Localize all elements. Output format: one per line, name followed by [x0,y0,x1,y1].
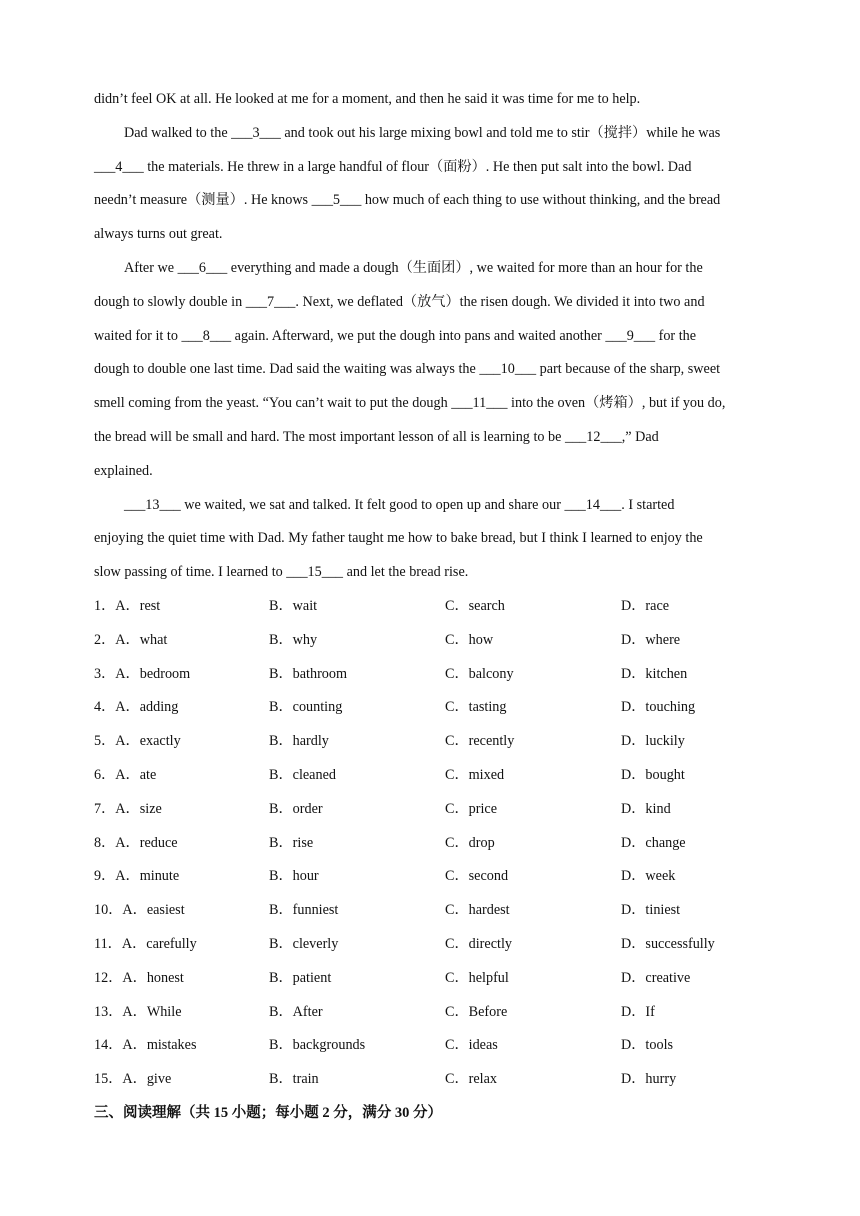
option-b[interactable]: B．rise [269,834,314,851]
question-number-and-option-a[interactable] [94,690,178,724]
option-a[interactable]: A．adding [115,699,179,716]
option-a[interactable]: A．easiest [122,902,185,919]
question-number: 13． [94,1003,123,1020]
question-row [94,758,784,792]
question-number: 11． [94,936,122,952]
question-row [94,859,784,893]
option-a[interactable]: A．ate [115,767,157,783]
question-number-and-option-a[interactable] [94,623,167,657]
option-a[interactable]: A．While [122,1003,182,1020]
passage-line: ___13___ we waited, we sat and talked. It felt good to open up and share our ___14___. I started [124,496,675,513]
question-number: 8． [94,834,116,851]
question-number-and-option-a[interactable] [94,995,182,1029]
option-b[interactable]: B．why [269,631,318,648]
question-row [94,657,784,691]
section-heading-reading: 三、阅读理解（共 15 小题；每小题 2 分，满分 30 分） [94,1105,442,1121]
option-c[interactable]: C．search [445,598,505,614]
question-number-and-option-a[interactable] [94,826,178,860]
question-number: 15． [94,1071,123,1088]
option-c[interactable]: C．Before [445,1003,508,1020]
question-row [94,623,784,657]
question-number-and-option-a[interactable] [94,724,181,758]
option-d[interactable]: D．If [621,1003,655,1020]
question-row [94,893,784,927]
option-d[interactable]: D．tools [621,1037,674,1054]
question-number: 7． [94,800,116,817]
option-b[interactable]: B．backgrounds [269,1037,366,1054]
option-a[interactable]: A．give [122,1071,172,1088]
question-number: 5． [94,733,116,750]
option-b[interactable]: B．hour [269,868,319,885]
option-c[interactable]: C．price [445,800,498,817]
option-d[interactable]: D．where [621,631,681,648]
passage-line: dough to double one last time. Dad said the waiting was always the ___10___ part because of the sharp, sweet [94,361,721,378]
option-b[interactable]: B．train [269,1071,319,1088]
question-number-and-option-a[interactable] [94,589,160,623]
option-c[interactable]: C．hardest [445,902,510,919]
passage-line: ___4___ the materials. He threw in a large handful of flour（面粉）. He then put salt into the bowl. Dad [94,158,692,175]
question-number-and-option-a[interactable] [94,1062,171,1096]
passage-line: dough to slowly double in ___7___. Next, we deflated（放气）the risen dough. We divided it into two and [94,293,705,310]
option-b[interactable]: B．bathroom [269,665,348,682]
option-c[interactable]: C．tasting [445,699,507,716]
option-c[interactable]: C．relax [445,1071,498,1088]
question-number-and-option-a[interactable] [94,961,184,995]
question-number: 3． [94,665,116,682]
option-b[interactable]: B．hardly [269,733,329,750]
question-number-and-option-a[interactable] [94,893,185,927]
option-d[interactable]: D．race [621,598,670,614]
option-b[interactable]: B．wait [269,598,318,614]
option-a[interactable]: A．exactly [115,733,181,750]
option-c[interactable]: C．recently [445,733,515,750]
question-row [94,1062,784,1096]
option-d[interactable]: D．touching [621,699,696,716]
option-a[interactable]: A．reduce [115,834,178,851]
question-number-and-option-a[interactable] [94,792,162,826]
option-c[interactable]: C．balcony [445,665,514,682]
passage-line: waited for it to ___8___ again. Afterward, we put the dough into pans and waited another ___9___ for the [94,327,697,344]
question-row [94,792,784,826]
question-row [94,927,784,961]
question-number: 10． [94,902,123,919]
passage-line: slow passing of time. I learned to ___15___ and let the bread rise. [94,564,469,581]
option-d[interactable]: D．kitchen [621,665,688,682]
question-number-and-option-a[interactable] [94,1028,196,1062]
passage-line: didn’t feel OK at all. He looked at me for a moment, and then he said it was time for me to help. [94,91,641,107]
option-a[interactable]: A．what [115,631,168,648]
passage-line: the bread will be small and hard. The most important lesson of all is learning to be ___12___,” Dad [94,429,659,445]
question-number: 6． [94,767,116,783]
question-row [94,826,784,860]
option-d[interactable]: D．week [621,868,676,885]
question-row [94,589,784,623]
option-a[interactable]: A．bedroom [115,665,191,682]
question-row [94,690,784,724]
question-row [94,995,784,1029]
option-d[interactable]: D．change [621,834,686,851]
question-number-and-option-a[interactable] [94,758,156,792]
option-a[interactable]: A．honest [122,969,184,986]
option-b[interactable]: B．counting [269,699,343,716]
question-row [94,1028,784,1062]
option-a[interactable]: A．size [115,800,162,817]
option-a[interactable]: A．carefully [121,936,197,952]
option-a[interactable]: A．minute [115,868,180,885]
question-number: 1． [94,598,116,614]
option-a[interactable]: A．rest [115,598,161,614]
option-c[interactable]: C．helpful [445,969,509,986]
option-b[interactable]: B．After [269,1003,323,1020]
option-d[interactable]: D．successfully [621,936,715,952]
question-row [94,961,784,995]
option-b[interactable]: B．patient [269,969,332,986]
question-number-and-option-a[interactable] [94,927,197,961]
option-c[interactable]: C．how [445,631,494,648]
question-number: 14． [94,1037,123,1054]
question-number: 2． [94,631,116,648]
option-d[interactable]: D．kind [621,800,671,817]
option-b[interactable]: B．order [269,800,323,817]
question-number-and-option-a[interactable] [94,859,179,893]
passage-line: enjoying the quiet time with Dad. My father taught me how to bake bread, but I think I learned to enjoy the [94,530,703,547]
question-row [94,724,784,758]
question-number: 9． [94,868,116,885]
passage-line: After we ___6___ everything and made a dough（生面团）, we waited for more than an hour for the [124,260,703,276]
option-d[interactable]: D．bought [621,767,685,783]
question-number: 12． [94,969,123,986]
option-b[interactable]: B．cleaned [269,767,336,783]
question-number: 4． [94,699,116,716]
option-d[interactable]: D．creative [621,969,691,986]
option-c[interactable]: C．second [445,868,509,885]
option-b[interactable]: B．funniest [269,902,339,919]
passage-line: explained. [94,462,153,479]
option-d[interactable]: D．tiniest [621,902,681,919]
option-b[interactable]: B．cleverly [269,936,339,952]
question-number-and-option-a[interactable] [94,657,190,691]
passage-line: always turns out great. [94,226,223,243]
passage-line: needn’t measure（测量）. He knows ___5___ how much of each thing to use without thinking, and the bread [94,192,721,209]
option-d[interactable]: D．luckily [621,733,685,750]
option-c[interactable]: C．ideas [445,1037,498,1054]
option-c[interactable]: C．directly [445,936,512,952]
passage-line: Dad walked to the ___3___ and took out his large mixing bowl and told me to stir（搅拌）while he was [124,124,721,141]
option-d[interactable]: D．hurry [621,1071,677,1088]
passage-line: smell coming from the yeast. “You can’t wait to put the dough ___11___ into the oven（烤箱）, but if you do, [94,395,726,412]
option-c[interactable]: C．drop [445,834,495,851]
option-c[interactable]: C．mixed [445,767,505,783]
option-a[interactable]: A．mistakes [122,1037,197,1054]
